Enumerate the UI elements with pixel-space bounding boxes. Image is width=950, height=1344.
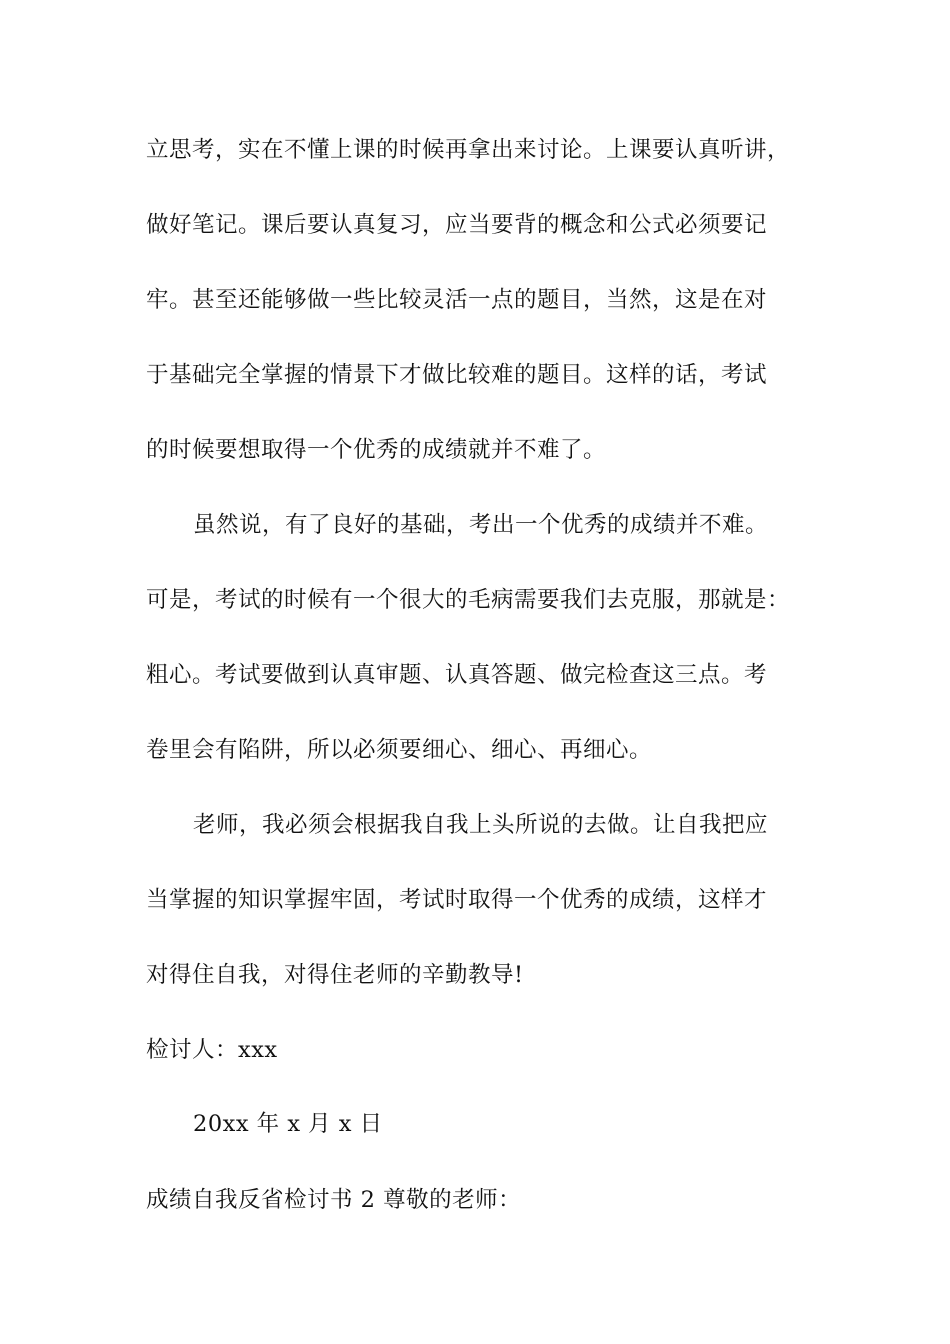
body-text-line: 立思考，实在不懂上课的时候再拿出来讨论。上课要认真听讲， [146,137,791,163]
body-text-line: 牢。甚至还能够做一些比较灵活一点的题目，当然，这是在对 [146,287,768,313]
body-text-line: 做好笔记。课后要认真复习，应当要背的概念和公式必须要记 [146,212,768,238]
body-text-line: 于基础完全掌握的情景下才做比较难的题目。这样的话，考试 [146,362,768,388]
body-text-line: 卷里会有陷阱，所以必须要细心、细心、再细心。 [146,737,653,763]
body-text-line: 的时候要想取得一个优秀的成绩就并不难了。 [146,437,607,463]
body-text-line: 粗心。考试要做到认真审题、认真答题、做完检查这三点。考 [146,662,768,688]
paragraph-start-line: 老师，我必须会根据我自我上头所说的去做。让自我把应 [193,812,769,838]
date-line: 20xx 年 x 月 x 日 [193,1111,383,1137]
body-text-line: 可是，考试的时候有一个很大的毛病需要我们去克服，那就是： [146,587,791,613]
body-text-line: 当掌握的知识掌握牢固，考试时取得一个优秀的成绩，这样才 [146,887,768,913]
paragraph-start-line: 虽然说，有了良好的基础，考出一个优秀的成绩并不难。 [193,512,769,538]
body-text-line: 对得住自我，对得住老师的辛勤教导! [146,962,524,988]
signature-line: 检讨人：xxx [146,1037,278,1063]
next-section-heading: 成绩自我反省检讨书 2 尊敬的老师： [146,1187,522,1213]
